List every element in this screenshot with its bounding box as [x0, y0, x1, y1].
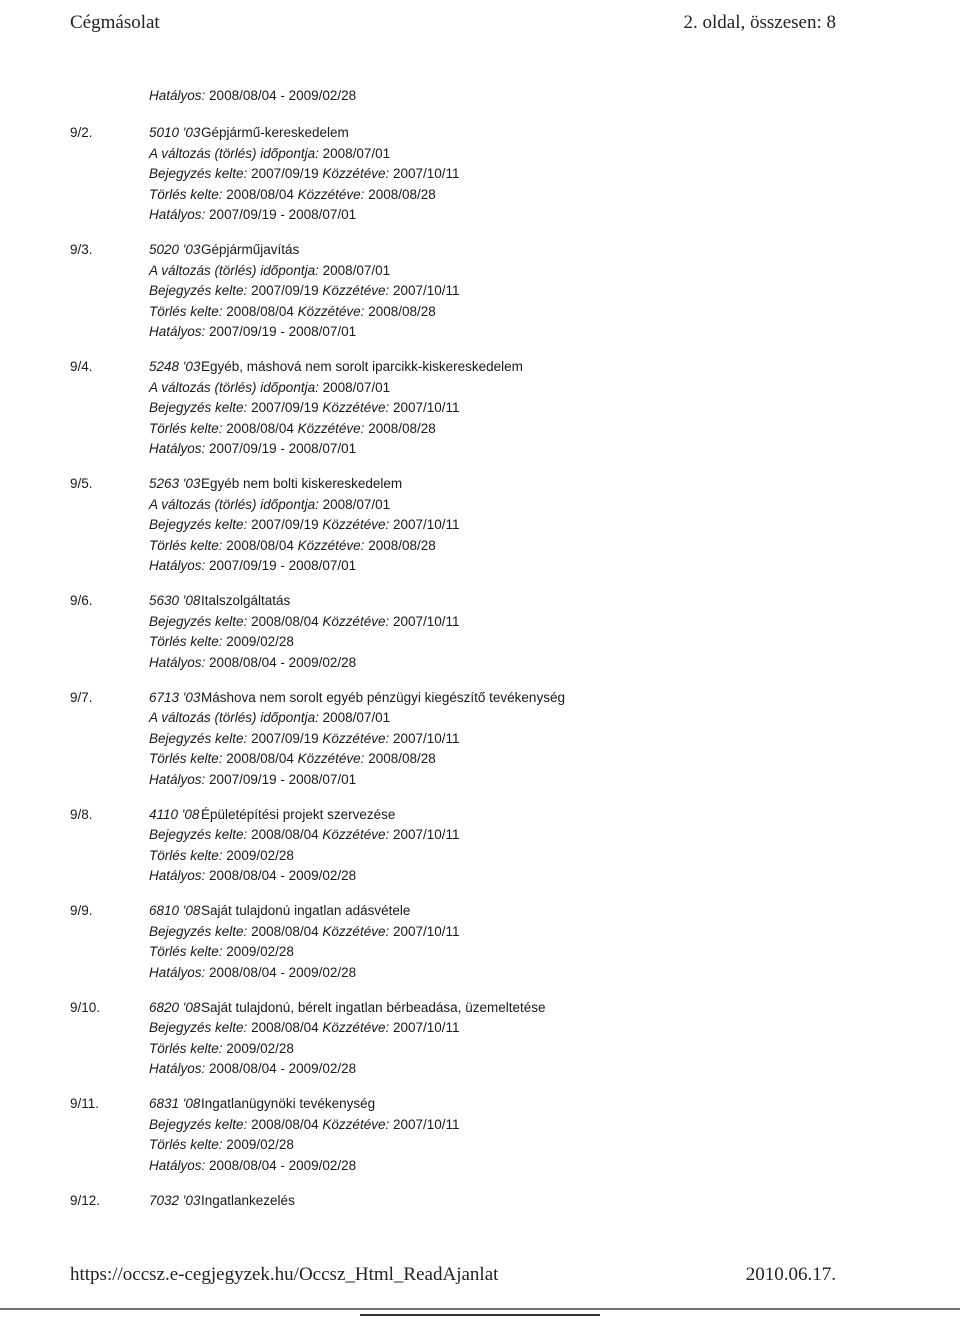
- change-date-line: A változás (törlés) időpontja: 2008/07/01: [149, 145, 391, 161]
- activity-name: Egyéb nem bolti kiskereskedelem: [201, 476, 403, 491]
- registration-line: Bejegyzés kelte: 2007/09/19 Közzétéve: 2007/10/11: [149, 283, 460, 298]
- registration-line: Bejegyzés kelte: 2008/08/04 Közzétéve: 2007/10/11: [149, 613, 460, 629]
- entry-number: 9/5.: [70, 476, 93, 491]
- page-indicator: 2. oldal, összesen: 8: [683, 12, 836, 33]
- entry-number: 9/2.: [70, 125, 93, 140]
- document-header-title: Cégmásolat: [70, 12, 160, 33]
- activity-code: 4110 '08: [149, 806, 200, 822]
- change-date-line: A változás (törlés) időpontja: 2008/07/01: [149, 496, 391, 512]
- activity-name: Gépjárműjavítás: [201, 242, 300, 257]
- activity-heading: [149, 689, 565, 707]
- activity-name: Egyéb, máshová nem sorolt iparcikk-kiskereskedelem: [201, 359, 523, 374]
- activity-name: Ingatlanügynöki tevékenység: [201, 1096, 376, 1111]
- scan-edge-rule: [0, 1306, 960, 1320]
- activity-code: 5248 '03: [149, 359, 201, 374]
- activity-code: 5010 '03: [149, 125, 201, 140]
- registration-line: Bejegyzés kelte: 2007/09/19 Közzétéve: 2007/10/11: [149, 730, 460, 746]
- activity-heading: [149, 806, 395, 824]
- deletion-line: Törlés kelte: 2009/02/28: [149, 1040, 294, 1056]
- entry-number: 9/12.: [70, 1192, 101, 1208]
- deletion-line: Törlés kelte: 2008/08/04 Közzétéve: 2008/08/28: [149, 751, 436, 766]
- validity-line: Hatályos: 2008/08/04 - 2009/02/28: [149, 1061, 357, 1076]
- validity-line: Hatályos: 2007/09/19 - 2008/07/01: [149, 771, 357, 787]
- source-url: https://occsz.e-cegjegyzek.hu/Occsz_Html_ReadAjanlat: [70, 1264, 499, 1285]
- deletion-line: Törlés kelte: 2009/02/28: [149, 1137, 294, 1152]
- validity-line: Hatályos: 2007/09/19 - 2008/07/01: [149, 441, 357, 456]
- deletion-line: Törlés kelte: 2008/08/04 Közzétéve: 2008/08/28: [149, 186, 436, 202]
- activity-name: Saját tulajdonú, bérelt ingatlan bérbeadása, üzemeltetése: [201, 999, 546, 1015]
- registration-line: Bejegyzés kelte: 2007/09/19 Közzétéve: 2007/10/11: [149, 400, 460, 415]
- activity-code: 6713 '03: [149, 689, 201, 705]
- deletion-line: Törlés kelte: 2008/08/04 Közzétéve: 2008/08/28: [149, 303, 436, 319]
- activity-name: Máshova nem sorolt egyéb pénzügyi kiegészítő tevékenység: [201, 689, 565, 705]
- entry-number: 9/8.: [70, 806, 93, 822]
- entry-number: 9/6.: [70, 593, 93, 608]
- activity-heading: [149, 1192, 295, 1210]
- validity-line: Hatályos: 2007/09/19 - 2008/07/01: [149, 558, 357, 573]
- activity-code: 5020 '03: [149, 242, 201, 257]
- activity-code: 6810 '08: [149, 903, 201, 918]
- activity-name: Ingatlankezelés: [201, 1192, 295, 1208]
- activity-heading: [149, 241, 299, 259]
- activity-heading: [149, 475, 402, 493]
- registration-line: Bejegyzés kelte: 2008/08/04 Közzétéve: 2007/10/11: [149, 827, 460, 842]
- activity-code: 5630 '08: [149, 593, 201, 608]
- top-fragment-hatalyos: Hatályos: 2008/08/04 - 2009/02/28: [149, 88, 357, 103]
- validity-line: Hatályos: 2007/09/19 - 2008/07/01: [149, 324, 357, 339]
- registration-line: Bejegyzés kelte: 2008/08/04 Közzétéve: 2007/10/11: [149, 1116, 460, 1132]
- validity-line: Hatályos: 2007/09/19 - 2008/07/01: [149, 207, 357, 222]
- activity-code: 7032 '03: [149, 1192, 201, 1208]
- activity-heading: [149, 1095, 375, 1113]
- activity-name: Italszolgáltatás: [201, 593, 291, 608]
- registration-line: Bejegyzés kelte: 2008/08/04 Közzétéve: 2007/10/11: [149, 1020, 460, 1035]
- validity-line: Hatályos: 2008/08/04 - 2009/02/28: [149, 1157, 357, 1173]
- change-date-line: A változás (törlés) időpontja: 2008/07/01: [149, 262, 391, 278]
- entry-number: 9/9.: [70, 903, 93, 918]
- activity-code: 6820 '08: [149, 999, 201, 1015]
- entry-number: 9/4.: [70, 359, 93, 374]
- activity-code: 6831 '08: [149, 1096, 201, 1111]
- change-date-line: A változás (törlés) időpontja: 2008/07/01: [149, 710, 391, 725]
- registration-line: Bejegyzés kelte: 2007/09/19 Közzétéve: 2007/10/11: [149, 517, 460, 532]
- entry-number: 9/7.: [70, 689, 93, 705]
- entry-number: 9/3.: [70, 242, 93, 257]
- print-date: 2010.06.17.: [745, 1264, 836, 1285]
- deletion-line: Törlés kelte: 2008/08/04 Közzétéve: 2008/08/28: [149, 537, 436, 553]
- activity-name: Gépjármű-kereskedelem: [201, 125, 349, 140]
- activity-name: Saját tulajdonú ingatlan adásvétele: [201, 903, 411, 918]
- validity-line: Hatályos: 2008/08/04 - 2009/02/28: [149, 868, 357, 883]
- activity-heading: [149, 124, 349, 142]
- deletion-line: Törlés kelte: 2009/02/28: [149, 847, 294, 863]
- validity-line: Hatályos: 2008/08/04 - 2009/02/28: [149, 654, 357, 670]
- deletion-line: Törlés kelte: 2008/08/04 Közzétéve: 2008/08/28: [149, 420, 436, 436]
- activity-heading: [149, 592, 290, 610]
- deletion-line: Törlés kelte: 2009/02/28: [149, 944, 294, 959]
- registration-line: Bejegyzés kelte: 2008/08/04 Közzétéve: 2007/10/11: [149, 923, 460, 939]
- activity-code: 5263 '03: [149, 476, 201, 491]
- activity-heading: [149, 999, 546, 1017]
- deletion-line: Törlés kelte: 2009/02/28: [149, 634, 294, 649]
- activity-name: Épületépítési projekt szervezése: [201, 806, 396, 822]
- entry-number: 9/10.: [70, 999, 101, 1015]
- activity-heading: [149, 902, 410, 920]
- validity-line: Hatályos: 2008/08/04 - 2009/02/28: [149, 964, 357, 980]
- entry-number: 9/11.: [70, 1096, 100, 1111]
- registration-line: Bejegyzés kelte: 2007/09/19 Közzétéve: 2007/10/11: [149, 166, 460, 181]
- change-date-line: A változás (törlés) időpontja: 2008/07/01: [149, 379, 391, 395]
- activity-heading: [149, 358, 523, 376]
